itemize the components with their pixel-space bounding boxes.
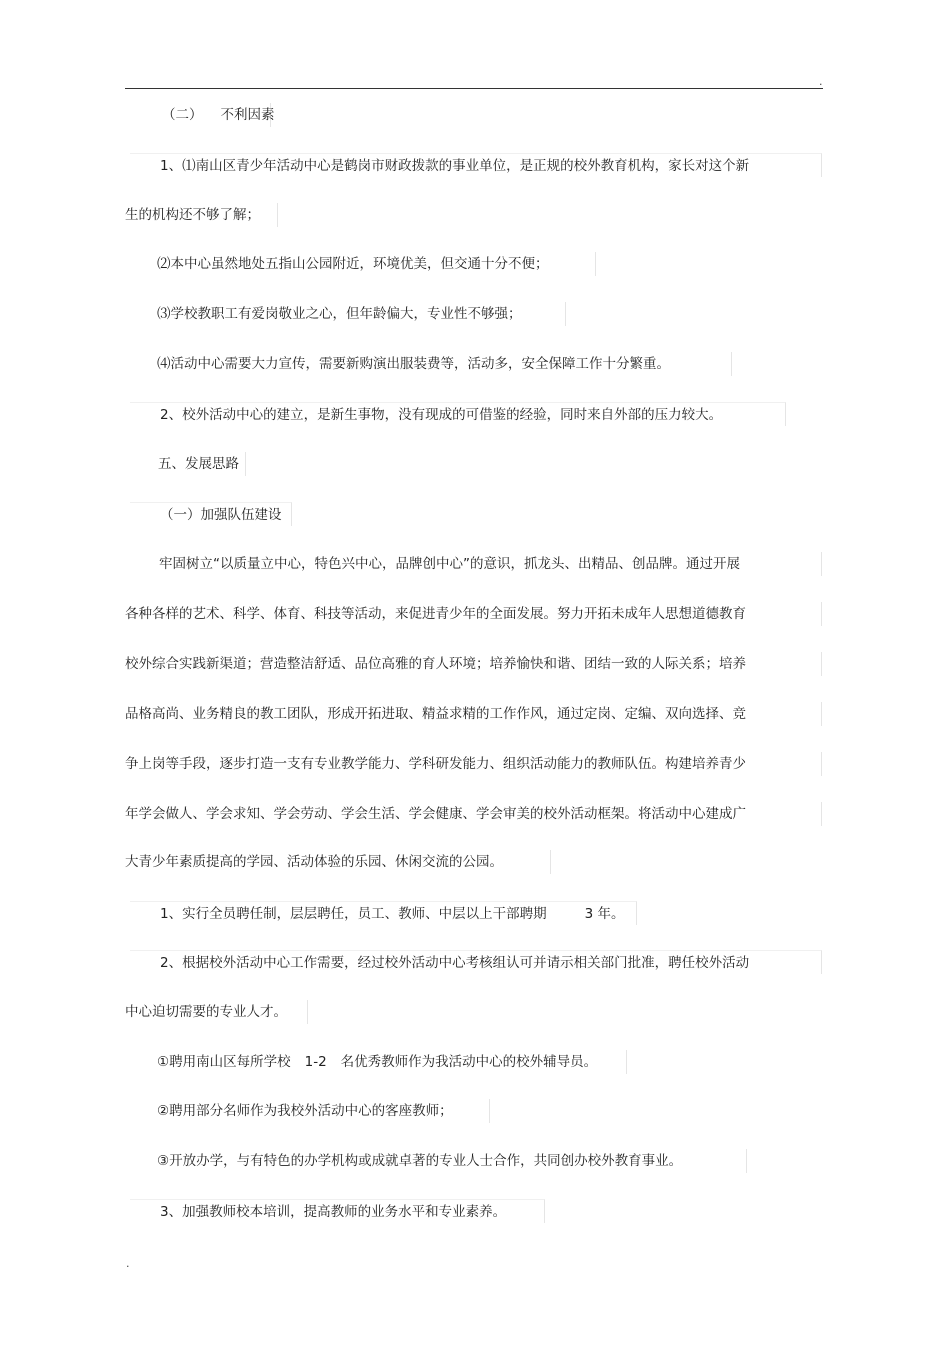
paragraph-line: 品格高尚、业务精良的教工团队，形成开拓进取、精益求精的工作作风，通过定岗、定编、双向选择、竞 [125, 702, 822, 726]
paragraph-line: 1、⑴南山区青少年活动中心是鹤岗市财政拨款的事业单位，是正规的校外教育机构，家长对这个新 [130, 153, 822, 177]
list-item-text: 1、实行全员聘任制，层层聘任，员工、教师、中层以上干部聘期 [160, 906, 547, 922]
paragraph-line: 2、校外活动中心的建立，是新生事物，没有现成的可借鉴的经验，同时来自外部的压力较大。 [130, 402, 786, 426]
paragraph-line: 大青少年素质提高的学园、活动体验的乐园、休闲交流的公园。 [125, 850, 551, 874]
section-heading-development: 五、发展思路 [130, 452, 246, 476]
paragraph-line: ②聘用部分名师作为我校外活动中心的客座教师； [130, 1099, 490, 1123]
section-heading-unfavorable [130, 103, 275, 127]
paragraph-line: ③开放办学，与有特色的办学机构或成就卓著的专业人士合作，共同创办校外教育事业。 [130, 1149, 747, 1173]
paragraph-line: 牢固树立“以质量立中心，特色兴中心，品牌创中心”的意识，抓龙头、出精品、创品牌。通过开展 [125, 552, 822, 576]
subsection-heading-team: （一）加强队伍建设 [130, 502, 292, 526]
paragraph-line: 2、根据校外活动中心工作需要，经过校外活动中心考核组认可并请示相关部门批准，聘任校外活动 [130, 950, 822, 974]
list-item-appointment [130, 901, 637, 925]
paragraph-line: 年学会做人、学会求知、学会劳动、学会生活、学会健康、学会审美的校外活动框架。将活动中心建成广 [125, 802, 822, 826]
paragraph-line: ⑶学校教职工有爱岗敬业之心，但年龄偏大，专业性不够强； [130, 302, 566, 326]
paragraph-line: 校外综合实践新渠道；营造整洁舒适、品位高雅的育人环境；培养愉快和谐、团结一致的人际关系；培养 [125, 652, 822, 676]
paragraph-line: 中心迫切需要的专业人才。 [125, 1000, 308, 1024]
list-item-text: ①聘用南山区每所学校 [157, 1054, 291, 1070]
paragraph-line: ⑵本中心虽然地处五指山公园附近，环境优美，但交通十分不便； [130, 252, 596, 276]
paragraph-line: ⑷活动中心需要大力宣传，需要新购演出服装费等，活动多，安全保障工作十分繁重。 [130, 352, 732, 376]
heading-number: （二） [162, 107, 203, 123]
heading-text: 不利因素 [220, 107, 275, 123]
paragraph-line: 争上岗等手段，逐步打造一支有专业教学能力、学科研发能力、组织活动能力的教师队伍。构建培养青少 [125, 752, 822, 776]
list-item-text-end: 名优秀教师作为我活动中心的校外辅导员。 [340, 1054, 598, 1070]
paragraph-line: 3、加强教师校本培训，提高教师的业务水平和专业素养。 [130, 1199, 545, 1223]
list-item-term: 3 年。 [584, 906, 625, 922]
list-item-count: 1-2 [304, 1054, 327, 1070]
paragraph-line: 各种各样的艺术、科学、体育、科技等活动，来促进青少年的全面发展。努力开拓未成年人思想道德教育 [125, 602, 822, 626]
paragraph-line: 生的机构还不够了解； [125, 203, 278, 227]
list-item-hire-teachers [130, 1050, 627, 1074]
footer-dot: . [126, 1257, 130, 1270]
header-rule [125, 88, 823, 89]
header-dot: . [819, 75, 823, 88]
